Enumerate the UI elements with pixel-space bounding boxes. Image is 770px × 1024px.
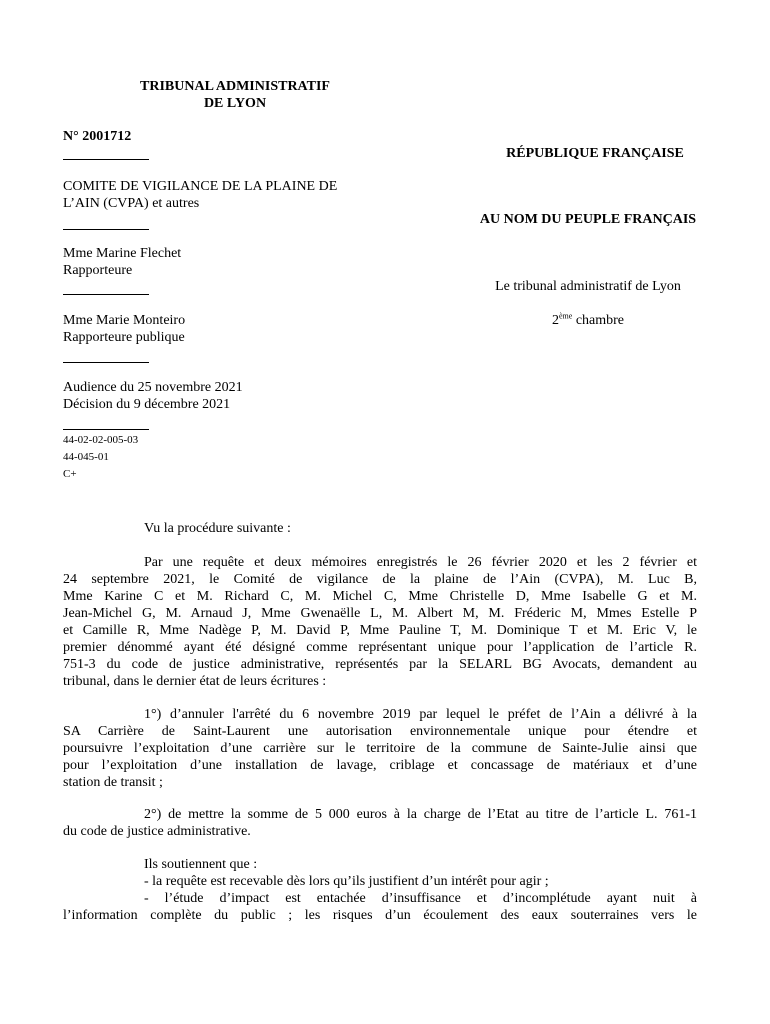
paragraph-annul bbox=[63, 706, 697, 791]
public-rapporteur bbox=[63, 312, 185, 346]
text-line: station de transit ; bbox=[63, 775, 163, 790]
separator bbox=[63, 229, 149, 230]
parties-line1: COMITE DE VIGILANCE DE LA PLAINE DE bbox=[63, 179, 338, 194]
hearing-date: Audience du 25 novembre 2021 bbox=[63, 380, 243, 395]
text-line: tribunal, dans le dernier état de leurs écritures : bbox=[63, 674, 327, 689]
public-rapporteur-title: Rapporteure publique bbox=[63, 330, 185, 345]
separator bbox=[63, 429, 149, 430]
text-line: Par une requête et deux mémoires enregistrés le 26 février 2020 et les 2 février et bbox=[144, 555, 697, 570]
text-line: et Camille R, Mme Nadège P, M. David P, Mme Pauline T, M. Dominique T et M. Eric V, le bbox=[63, 623, 697, 638]
text-line: 2°) de mettre la somme de 5 000 euros à la charge de l’Etat au titre de l’article L. 761-1 bbox=[144, 807, 697, 822]
text-line: - la requête est recevable dès lors qu’ils justifient d’un intérêt pour agir ; bbox=[144, 874, 549, 889]
code-line: C+ bbox=[63, 468, 77, 480]
court-name-line1: TRIBUNAL ADMINISTRATIF bbox=[140, 79, 330, 94]
chamber-label bbox=[463, 313, 713, 329]
code-line: 44-02-02-005-03 bbox=[63, 434, 139, 446]
republic-heading: RÉPUBLIQUE FRANÇAISE bbox=[506, 146, 684, 161]
classification-codes bbox=[63, 432, 138, 483]
text-line: premier dénommé ayant été désigné comme représentant unique pour l’application de l’article R. bbox=[63, 640, 697, 655]
decision-date: Décision du 9 décembre 2021 bbox=[63, 397, 231, 412]
court-name bbox=[100, 78, 370, 112]
text-line: 24 septembre 2021, le Comité de vigilance de la plaine de l’Ain (CVPA), M. Luc B, bbox=[63, 572, 697, 587]
public-rapporteur-name: Mme Marie Monteiro bbox=[63, 313, 186, 328]
paragraph: Vu la procédure suivante : bbox=[144, 521, 291, 536]
parties-line2: L’AIN (CVPA) et autres bbox=[63, 196, 200, 211]
paragraph-costs bbox=[63, 806, 697, 840]
tribunal-label: Le tribunal administratif de Lyon bbox=[495, 279, 681, 294]
paragraph-request bbox=[63, 554, 697, 690]
chamber-superscript: ème bbox=[558, 311, 573, 321]
text-line: Ils soutiennent que : bbox=[144, 857, 258, 872]
separator bbox=[63, 159, 149, 160]
text-line: 1°) d’annuler l'arrêté du 6 novembre 2019 par lequel le préfet de l’Ain a délivré à la bbox=[144, 707, 697, 722]
text-line: 751-3 du code de justice administrative, représentés par la SELARL BG Avocats, demandent au bbox=[63, 657, 697, 672]
hearing-info bbox=[63, 379, 243, 413]
procedure-intro bbox=[63, 520, 697, 537]
text-line: SA Carrière de Saint-Laurent une autorisation environnementale unique pour étendre et bbox=[63, 724, 697, 739]
paragraph-arguments bbox=[63, 856, 697, 924]
chamber-word: chambre bbox=[572, 313, 625, 328]
code-line: 44-045-01 bbox=[63, 451, 109, 463]
rapporteur-title: Rapporteure bbox=[63, 263, 133, 278]
people-heading: AU NOM DU PEUPLE FRANÇAIS bbox=[479, 212, 697, 227]
text-line: l’information complète du public ; les risques d’un écoulement des eaux souterraines vers le bbox=[63, 908, 697, 923]
rapporteur bbox=[63, 245, 181, 279]
rapporteur-name: Mme Marine Flechet bbox=[63, 246, 182, 261]
text-line: Mme Karine C et M. Richard C, M. Michel C, Mme Christelle D, Mme Isabelle G et M. bbox=[63, 589, 697, 604]
case-number: N° 2001712 bbox=[63, 129, 132, 144]
court-name-line2: DE LYON bbox=[203, 96, 267, 111]
parties bbox=[63, 178, 337, 212]
separator bbox=[63, 294, 149, 295]
text-line: - l’étude d’impact est entachée d’insuffisance et d’incomplétude ayant nuit à bbox=[144, 891, 697, 906]
text-line: Jean-Michel G, M. Arnaud J, Mme Gwenaëlle L, M. Albert M, M. Fréderic M, Mmes Estelle P bbox=[63, 606, 697, 621]
text-line: du code de justice administrative. bbox=[63, 824, 251, 839]
separator bbox=[63, 362, 149, 363]
text-line: pour l’exploitation d’une installation de lavage, criblage et concassage de matériaux et d’une bbox=[63, 758, 697, 773]
text-line: poursuivre l’exploitation d’une carrière sur le territoire de la commune de Sainte-Julie ainsi que bbox=[63, 741, 697, 756]
chamber-number: 2 bbox=[551, 313, 559, 328]
